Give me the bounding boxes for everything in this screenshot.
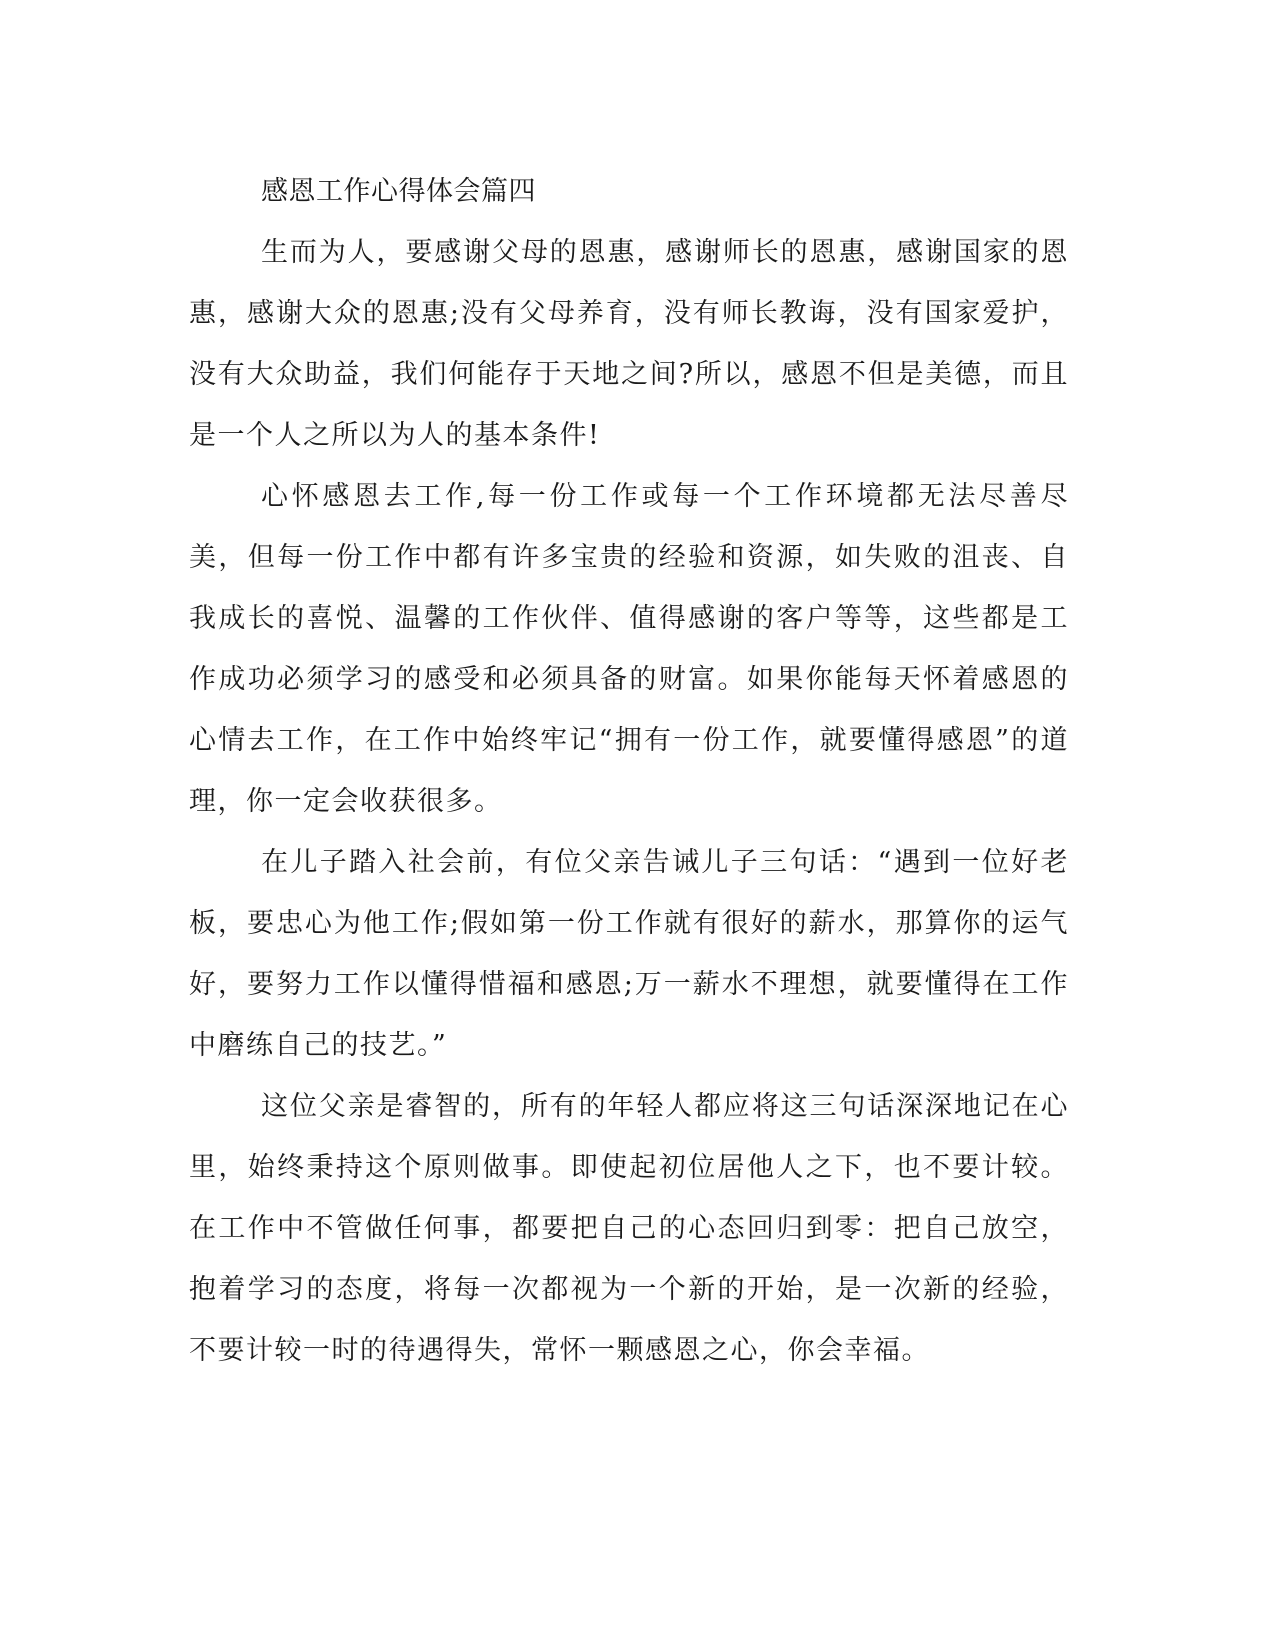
document-body [189,162,1069,1381]
paragraph-3: 在儿子踏入社会前，有位父亲告诫儿子三句话：“遇到一位好老板，要忠心为他工作;假如第一份工作就有很好的薪水，那算你的运气好，要努力工作以懂得惜福和感恩;万一薪水不理想，就要懂得在工作中磨练自己的技艺。” [189,847,1069,1061]
paragraph-1: 生而为人，要感谢父母的恩惠，感谢师长的恩惠，感谢国家的恩惠，感谢大众的恩惠;没有父母养育，没有师长教诲，没有国家爱护，没有大众助益，我们何能存于天地之间?所以，感恩不但是美德，而且是一个人之所以为人的基本条件! [189,237,1069,451]
document-title: 感恩工作心得体会篇四 [261,176,536,207]
paragraph-4: 这位父亲是睿智的，所有的年轻人都应将这三句话深深地记在心里，始终秉持这个原则做事。即使起初位居他人之下，也不要计较。在工作中不管做任何事，都要把自己的心态回归到零：把自己放空，抱着学习的态度，将每一次都视为一个新的开始，是一次新的经验，不要计较一时的待遇得失，常怀一颗感恩之心，你会幸福。 [189,1091,1069,1366]
paragraph-2: 心怀感恩去工作,每一份工作或每一个工作环境都无法尽善尽美，但每一份工作中都有许多宝贵的经验和资源，如失败的沮丧、自我成长的喜悦、温馨的工作伙伴、值得感谢的客户等等，这些都是工作成功必须学习的感受和必须具备的财富。如果你能每天怀着感恩的心情去工作，在工作中始终牢记“拥有一份工作，就要懂得感恩”的道理，你一定会收获很多。 [189,481,1069,817]
